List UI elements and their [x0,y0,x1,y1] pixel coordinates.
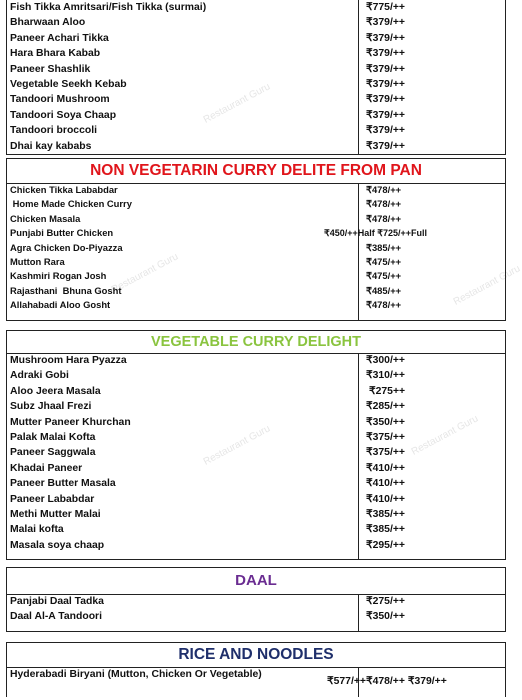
item-name: Tandoori Soya Chaap [10,109,117,121]
item-name: Paneer Butter Masala [10,478,116,490]
item-price: ₹478/++ [366,212,402,224]
watermark-text: Restaurant Guru [409,413,481,458]
menu-item [7,353,505,368]
watermark-text: Restaurant Guru [109,251,181,296]
item-name: Rajasthani Bhuna Gosht [10,284,122,296]
item-price: ₹275/++ [366,596,405,607]
item-price: ₹450/++Half ₹725/++Full [324,228,428,239]
item-name: Palak Malai Kofta [10,431,96,443]
item-name: Agra Chicken Do-Piyazza [10,241,123,253]
menu-item [7,31,505,46]
item-price: ₹410/++ [366,493,405,505]
item-price: ₹478/++ [366,184,402,195]
watermark-text: Restaurant Guru [201,423,273,468]
item-price: ₹379/++ [366,32,405,44]
menu-item [7,123,505,138]
item-name: Hyderabadi Biryani (Mutton, Chicken Or Vegetable) [10,669,262,680]
section-title-nonveg: NON VEGETARIN CURRY DELITE FROM PAN [6,158,506,184]
item-price: ₹375/++ [366,447,405,459]
watermark-text: Restaurant Guru [201,81,273,126]
item-price: ₹379/++ [366,140,405,152]
item-name: Paneer Achari Tikka [10,32,109,44]
item-name: Tandoori Mushroom [10,94,110,106]
rice-items-table [6,667,506,697]
item-price: ₹310/++ [366,370,405,382]
item-name: Hara Bhara Kabab [10,48,101,60]
top-items-table [6,0,506,155]
item-price: ₹379/++ [366,63,405,75]
menu-item [7,197,505,211]
section-title-veg: VEGETABLE CURRY DELIGHT [6,330,506,354]
item-name: Adraki Gobi [10,370,69,382]
item-name: Panjabi Daal Tadka [10,596,104,607]
section-title-rice: RICE AND NOODLES [6,642,506,668]
menu-item [7,15,505,30]
item-name: Malai kofta [10,524,64,536]
item-name: Khadai Paneer [10,462,83,474]
menu-item [7,298,505,320]
nonveg-items-table [6,183,506,321]
item-name: Chicken Masala [10,212,81,224]
item-price: ₹385/++ [366,524,405,536]
menu-item [7,139,505,154]
menu-item [7,507,505,522]
menu-item [7,538,505,559]
menu-item [7,522,505,537]
item-name: Mutter Paneer Khurchan [10,416,131,428]
menu-item [7,384,505,399]
menu-item [7,46,505,61]
item-price: ₹475/++ [366,270,402,282]
item-price: ₹379/++ [366,109,405,121]
item-name: Allahabadi Aloo Gosht [10,299,111,311]
item-price: ₹350/++ [366,611,405,623]
menu-item [7,667,505,697]
menu-item [7,368,505,383]
menu-item [7,415,505,430]
menu-item [7,226,505,240]
item-name: Subz Jhaal Frezi [10,401,92,413]
menu-item [7,399,505,414]
menu-item [7,284,505,298]
menu-item [7,609,505,631]
menu-item [7,430,505,445]
item-name: Tandoori broccoli [10,125,97,137]
item-price: ₹379/++ [366,94,405,106]
item-price: ₹775/++ [366,2,405,13]
item-name: Paneer Saggwala [10,447,96,459]
watermark-text: Restaurant Guru [451,263,522,308]
item-name: Dhai kay kababs [10,140,92,152]
item-price: ₹375/++ [366,431,405,443]
menu-item [7,269,505,283]
item-name: Kashmiri Rogan Josh [10,270,107,282]
item-name: Home Made Chicken Curry [10,198,132,210]
item-name: Paneer Lababdar [10,493,95,505]
section-title-daal: DAAL [6,567,506,595]
item-price: ₹275++ [369,385,406,397]
daal-items-table [6,594,506,632]
menu-item [7,0,505,15]
item-name: Bharwaan Aloo [10,17,86,29]
menu-item [7,212,505,226]
menu-item [7,62,505,77]
item-name: Mutton Rara [10,255,65,267]
menu-item [7,445,505,460]
item-price: ₹485/++ [366,284,402,296]
item-price: ₹385/++ [366,508,405,520]
item-price: ₹350/++ [366,416,405,428]
item-price: ₹379/++ [366,78,405,90]
item-price: ₹410/++ [366,478,405,490]
item-price: ₹475/++ [366,255,402,267]
item-price: ₹410/++ [366,462,405,474]
menu-item [7,476,505,491]
menu-item [7,255,505,269]
veg-items-table [6,353,506,560]
item-price: ₹285/++ [366,401,405,413]
item-price: ₹379/++ [366,125,405,137]
menu-item [7,183,505,197]
menu-item [7,594,505,609]
item-name: Aloo Jeera Masala [10,385,101,397]
item-name: Fish Tikka Amritsari/Fish Tikka (surmai) [10,2,207,13]
menu-item [7,241,505,255]
item-price: ₹379/++ [366,48,405,60]
item-name: Daal Al-A Tandoori [10,611,102,623]
item-price: ₹295/++ [366,539,405,551]
item-price: ₹478/++ [366,198,402,210]
menu-item [7,492,505,507]
item-price: ₹300/++ [366,355,405,366]
item-name: Methi Mutter Malai [10,508,101,520]
item-price: ₹577/++₹478/++ ₹379/++ [327,676,447,687]
item-name: Masala soya chaap [10,539,105,551]
menu-item [7,108,505,123]
item-price: ₹478/++ [366,299,402,311]
menu-item [7,461,505,476]
item-name: Punjabi Butter Chicken [10,227,114,239]
item-name: Vegetable Seekh Kebab [10,78,127,90]
item-name: Paneer Shashlik [10,63,91,75]
item-name: Chicken Tikka Lababdar [10,184,118,195]
item-name: Mushroom Hara Pyazza [10,355,127,366]
item-price: ₹379/++ [366,17,405,29]
menu-item [7,77,505,92]
item-price: ₹385/++ [366,241,402,253]
menu-item [7,92,505,107]
